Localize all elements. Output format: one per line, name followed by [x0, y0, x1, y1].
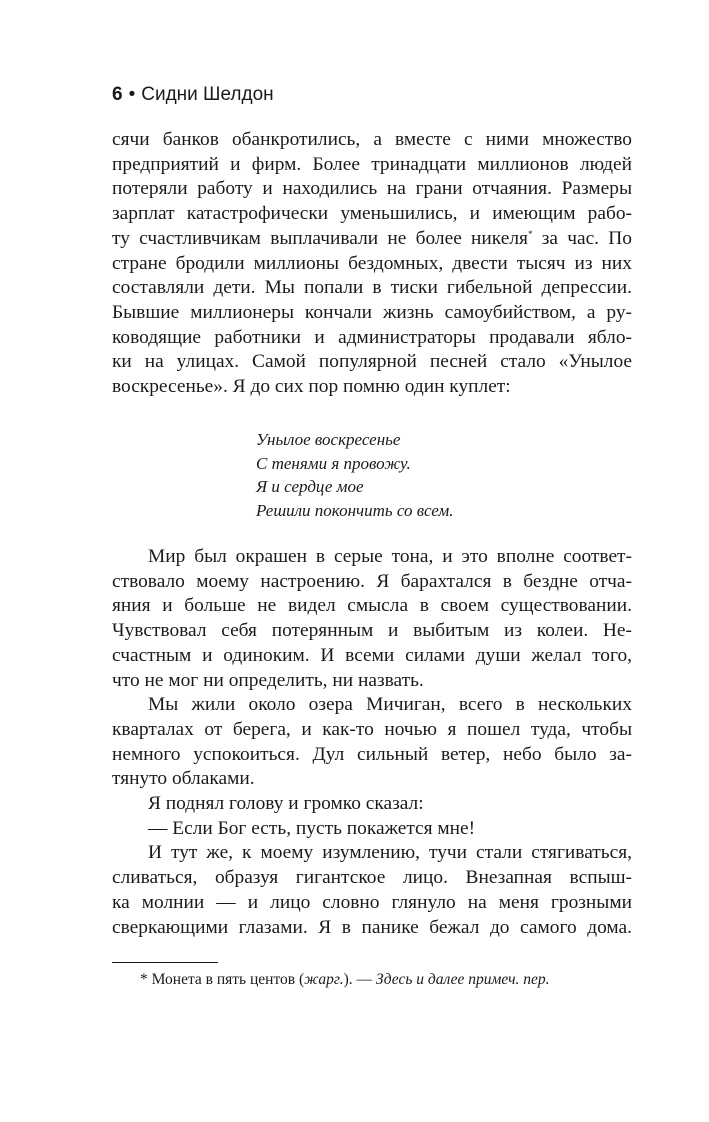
text-line: ки на улицах. Самой популярной песней стало «Унылое [112, 351, 632, 373]
poem-verse [256, 428, 454, 522]
footnote-marker: * [140, 971, 148, 988]
footnote-marker: * [527, 228, 533, 239]
footnote-abbr: жарг. [304, 971, 344, 988]
text-line: Чувствовал себя потерянным и выбитым из колеи. Не- [112, 620, 632, 642]
text-line: тянуто облаками. [112, 768, 255, 790]
footnote [140, 969, 550, 991]
text-line: стране бродили миллионы бездомных, двести тысяч из них [112, 252, 632, 274]
text-line: счастным и одиноким. И всеми силами души желал того, [112, 644, 632, 666]
poem-line: Унылое воскресенье [256, 430, 401, 449]
footnote-note: Здесь и далее примеч. пер. [375, 971, 550, 988]
text-line: кварталах от берега, и как-то ночью я пошел туда, чтобы [112, 718, 632, 740]
text-fragment: ту счастливчикам выплачивали не более никеля [112, 227, 528, 249]
text-line: воскресенье». Я до сих пор помню один куплет: [112, 376, 511, 398]
text-line: Мир был окрашен в серые тона, и это вполне соответ- [148, 546, 632, 567]
text-line-with-footnote [112, 227, 632, 252]
text-line: зарплат катастрофически уменьшились, и имеющим рабо- [112, 203, 632, 225]
text-line: сверкающими глазами. Я в панике бежал до самого дома. [112, 916, 632, 938]
header-bullet: • [128, 84, 136, 105]
text-line: ствовало моему настроению. Я барахтался в бездне отча- [112, 570, 632, 592]
intro-paragraph [112, 128, 632, 400]
text-line: ка молнии — и лицо словно глянуло на меня грозными [112, 891, 632, 913]
poem-line: Решили покончить со всем. [256, 500, 454, 520]
page-number: 6 [112, 84, 123, 105]
main-text [112, 545, 632, 940]
text-line: И тут же, к моему изумлению, тучи стали стягиваться, [148, 842, 632, 864]
poem-line: С тенями я провожу. [256, 453, 411, 473]
text-line: Я поднял голову и громко сказал: [148, 793, 424, 815]
text-line: предприятий и фирм. Более тринадцати миллионов людей [112, 153, 632, 175]
footnote-text: Монета в пять центов ( [151, 971, 305, 988]
text-line: яния и больше не видел смысла в своем существовании. [112, 595, 632, 617]
dialogue-line: — Если Бог есть, пусть покажется мне! [148, 817, 476, 839]
running-header [112, 84, 274, 106]
text-line: Мы жили около озера Мичиган, всего в нескольких [148, 694, 632, 716]
text-line: немного успокоиться. Дул сильный ветер, небо было за- [112, 743, 632, 765]
poem-line: Я и сердце мое [256, 477, 364, 497]
text-line: ководящие работники и администраторы продавали ябло- [112, 326, 632, 348]
footnote-dash: — [352, 971, 376, 988]
text-line: что не мог ни определить, ни назвать. [112, 669, 424, 691]
footnote-divider [112, 962, 218, 963]
header-author: Сидни Шелдон [141, 84, 274, 105]
footnote-close: ). [343, 971, 353, 988]
text-line: составляли дети. Мы попали в тиски гибельной депрессии. [112, 277, 632, 299]
text-line: потеряли работу и находились на грани отчаяния. Размеры [112, 178, 632, 200]
text-line: сячи банков обанкротились, а вместе с ними множество [112, 129, 632, 150]
text-line: сливаться, образуя гигантское лицо. Внезапная вспыш- [112, 867, 632, 889]
text-fragment: за час. По [541, 227, 632, 249]
text-line: Бывшие миллионеры кончали жизнь самоубийством, а ру- [112, 301, 632, 323]
